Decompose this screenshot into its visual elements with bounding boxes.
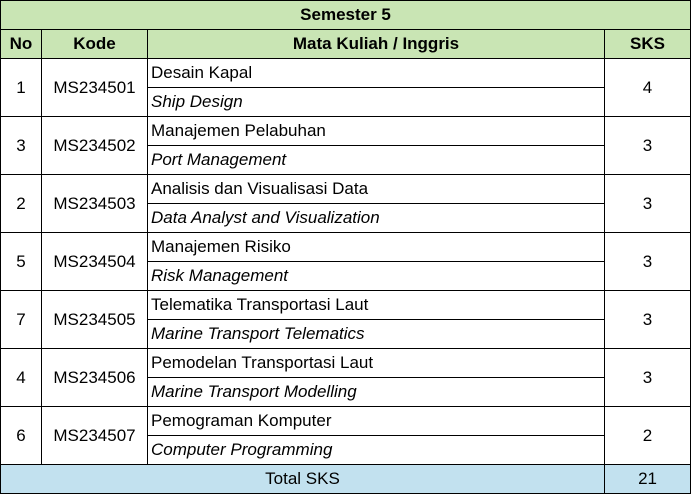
- row-sks: 2: [605, 407, 691, 465]
- row-course-name: Manajemen Pelabuhan: [148, 117, 605, 146]
- row-no: 6: [1, 407, 42, 465]
- row-course-name: Pemograman Komputer: [148, 407, 605, 436]
- row-sks: 3: [605, 291, 691, 349]
- table-row: [1, 407, 691, 436]
- total-label: Total SKS: [1, 465, 605, 494]
- row-no: 1: [1, 59, 42, 117]
- row-kode: MS234501: [42, 59, 148, 117]
- table-title-row: [1, 1, 691, 30]
- table-row: [1, 117, 691, 146]
- header-sks: SKS: [605, 30, 691, 59]
- table-row: [1, 59, 691, 88]
- row-course-name-english: Data Analyst and Visualization: [148, 204, 605, 233]
- table-header-row: [1, 30, 691, 59]
- row-course-name-english: Risk Management: [148, 262, 605, 291]
- row-no: 2: [1, 175, 42, 233]
- header-kode: Kode: [42, 30, 148, 59]
- table-row: [1, 291, 691, 320]
- row-sks: 3: [605, 349, 691, 407]
- row-no: 7: [1, 291, 42, 349]
- row-kode: MS234505: [42, 291, 148, 349]
- total-value: 21: [605, 465, 691, 494]
- row-kode: MS234507: [42, 407, 148, 465]
- row-sks: 3: [605, 233, 691, 291]
- header-no: No: [1, 30, 42, 59]
- row-course-name-english: Ship Design: [148, 88, 605, 117]
- table-row: [1, 349, 691, 378]
- row-course-name-english: Marine Transport Modelling: [148, 378, 605, 407]
- row-no: 4: [1, 349, 42, 407]
- row-no: 3: [1, 117, 42, 175]
- row-kode: MS234503: [42, 175, 148, 233]
- row-course-name-english: Port Management: [148, 146, 605, 175]
- row-kode: MS234502: [42, 117, 148, 175]
- row-course-name: Telematika Transportasi Laut: [148, 291, 605, 320]
- row-course-name: Desain Kapal: [148, 59, 605, 88]
- row-course-name-english: Marine Transport Telematics: [148, 320, 605, 349]
- row-kode: MS234506: [42, 349, 148, 407]
- row-sks: 3: [605, 175, 691, 233]
- row-course-name: Manajemen Risiko: [148, 233, 605, 262]
- row-course-name: Pemodelan Transportasi Laut: [148, 349, 605, 378]
- row-sks: 3: [605, 117, 691, 175]
- table-title: Semester 5: [1, 1, 691, 30]
- table-row: [1, 175, 691, 204]
- row-no: 5: [1, 233, 42, 291]
- row-course-name: Analisis dan Visualisasi Data: [148, 175, 605, 204]
- header-mata-kuliah: Mata Kuliah / Inggris: [148, 30, 605, 59]
- row-course-name-english: Computer Programming: [148, 436, 605, 465]
- row-sks: 4: [605, 59, 691, 117]
- row-kode: MS234504: [42, 233, 148, 291]
- total-row: [1, 465, 691, 494]
- table-row: [1, 233, 691, 262]
